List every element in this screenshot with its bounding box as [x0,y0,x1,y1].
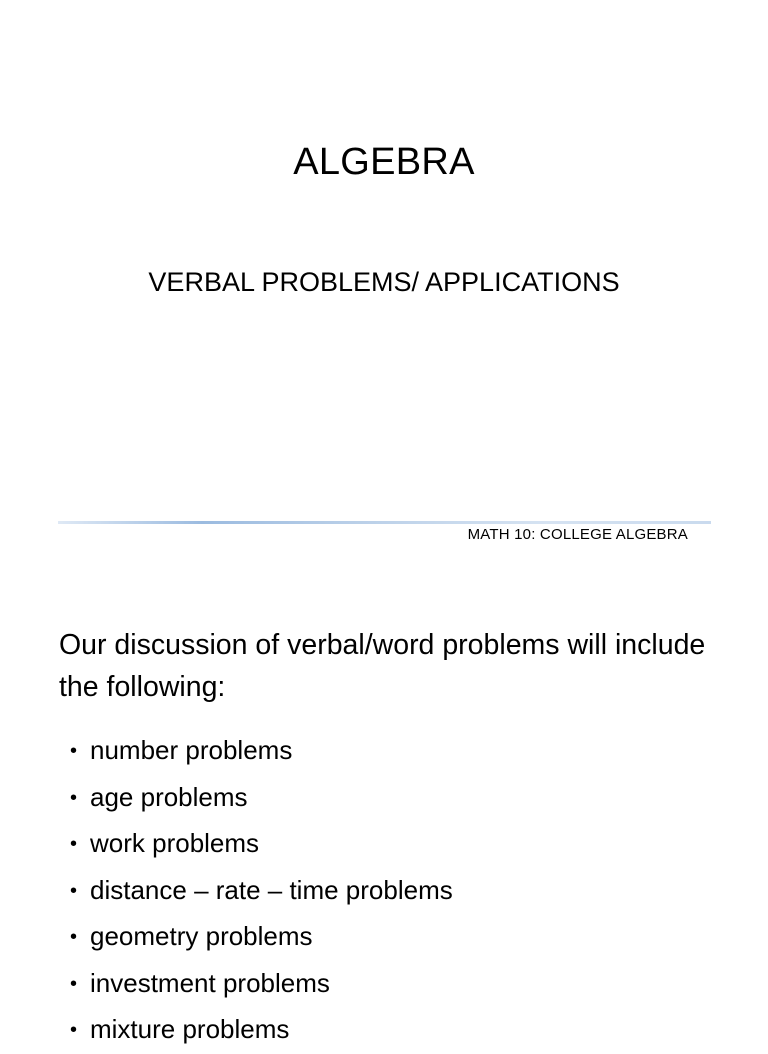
divider-line [58,521,711,524]
intro-text: Our discussion of verbal/word problems will include the following: [59,629,706,703]
list-item-label: distance – rate – time problems [90,874,453,905]
bullet-icon: • [70,972,78,995]
list-item [70,961,453,1008]
list-item-label: investment problems [90,967,330,998]
slide-title: ALGEBRA [293,141,475,183]
bullet-icon: • [70,1019,78,1041]
list-item [70,1007,453,1054]
bullet-icon: • [70,926,78,948]
bullet-icon: • [70,786,78,809]
course-label: MATH 10: COLLEGE ALGEBRA [467,526,688,543]
list-item-label: geometry problems [90,921,313,951]
list-item [70,775,453,822]
bullet-icon: • [70,879,78,902]
list-item [70,914,453,961]
list-item-label: work problems [90,828,260,858]
list-item [70,821,453,868]
list-item-label: age problems [90,781,248,812]
bullet-icon: • [70,833,78,855]
list-item-label: number problems [90,735,293,765]
bullet-icon: • [70,740,78,762]
list-item [70,728,453,775]
list-item [70,868,453,915]
content-slide [0,560,768,1044]
problem-list [70,728,453,1054]
list-item-label: mixture problems [90,1014,290,1044]
slide-subtitle: VERBAL PROBLEMS/ APPLICATIONS [148,267,620,297]
